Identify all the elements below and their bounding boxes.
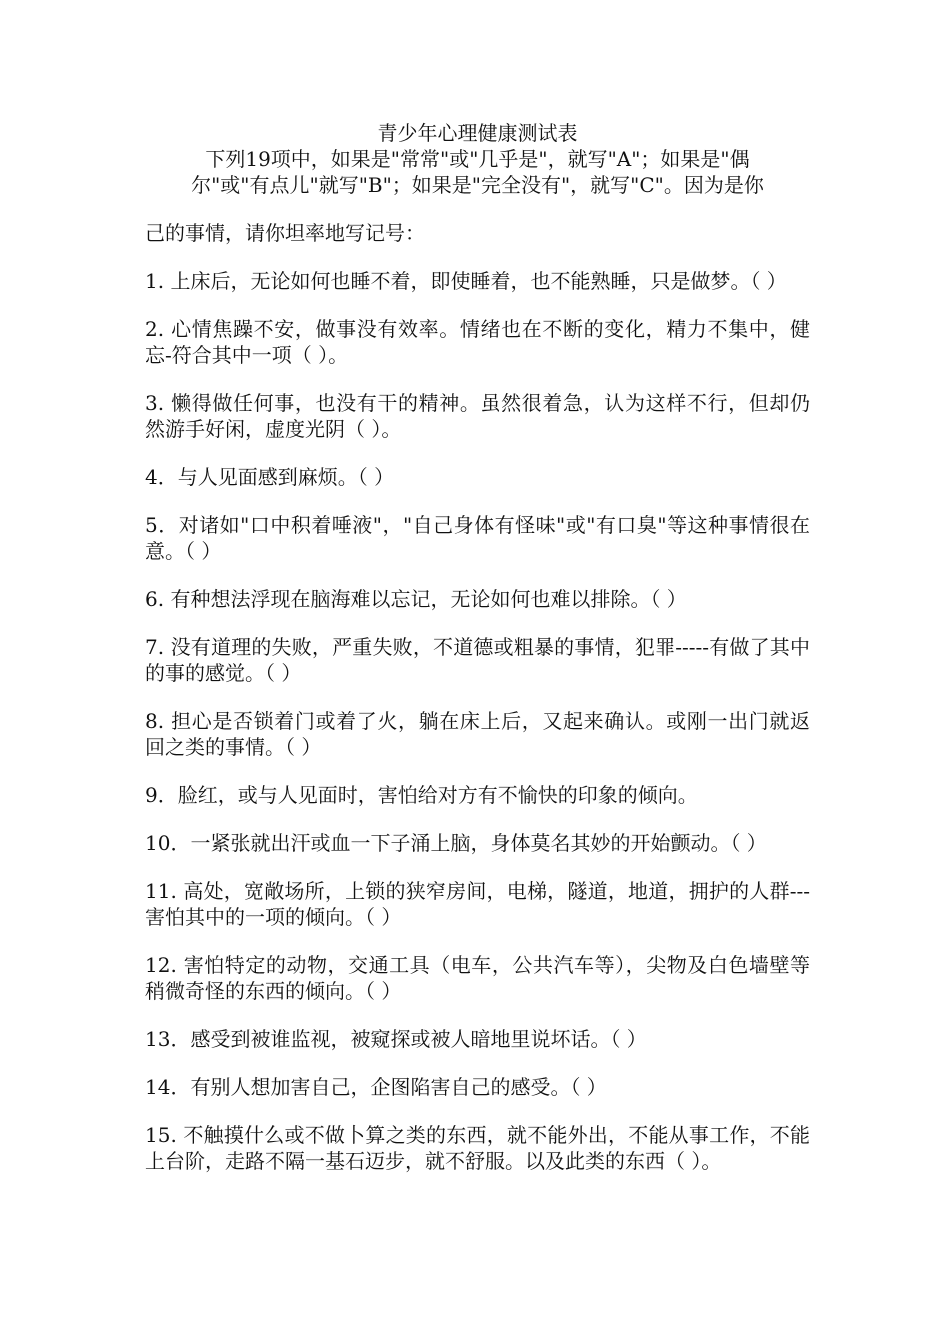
question-item-10: 10．一紧张就出汗或血一下子涌上脑，身体莫名其妙的开始颤动。（ ） (145, 831, 767, 855)
question-item-2: 2. 心情焦躁不安，做事没有效率。情绪也在不断的变化，精力不集中，健忘-符合其中一项（ ）。 (145, 317, 810, 367)
question-item-15: 15. 不触摸什么或不做卜算之类的东西，就不能外出，不能从事工作，不能上台阶，走路不隔一基石迈步，就不舒服。以及此类的东西（ ）。 (145, 1123, 810, 1173)
question-item-7: 7. 没有道理的失败，严重失败，不道德或粗暴的事情，犯罪-----有做了其中的事的感觉。（ ） (145, 635, 810, 685)
question-item-1: 1. 上床后，无论如何也睡不着，即使睡着，也不能熟睡，只是做梦。（ ） (145, 269, 787, 293)
intro-line-1: 下列19项中，如果是"常常"或"几乎是"，就写"A"；如果是"偶 (205, 147, 750, 171)
question-item-8: 8. 担心是否锁着门或着了火，躺在床上后，又起来确认。或刚一出门就返回之类的事情。（ ） (145, 709, 810, 759)
question-item-6: 6. 有种想法浮现在脑海难以忘记，无论如何也难以排除。（ ） (145, 587, 687, 611)
intro-line-2: 尔"或"有点儿"就写"B"；如果是"完全没有"，就写"C"。因为是你 (191, 173, 764, 197)
question-item-11: 11. 高处，宽敞场所，上锁的狭窄房间，电梯，隧道，地道，拥护的人群---害怕其中的一项的倾向。（ ） (145, 879, 810, 929)
intro-line-3: 己的事情，请你坦率地写记号： (145, 221, 425, 245)
question-item-13: 13．感受到被谁监视，被窥探或被人暗地里说坏话。（ ） (145, 1027, 647, 1051)
question-item-3: 3. 懒得做任何事，也没有干的精神。虽然很着急，认为这样不行，但却仍然游手好闲，虚度光阴（ ）。 (145, 391, 810, 441)
document-title: 青少年心理健康测试表 (377, 121, 578, 145)
document-page (145, 120, 810, 1174)
question-item-4: 4．与人见面感到麻烦。（ ） (145, 465, 395, 489)
question-item-14: 14．有别人想加害自己，企图陷害自己的感受。（ ） (145, 1075, 607, 1099)
question-item-9: 9．脸红，或与人见面时，害怕给对方有不愉快的印象的倾向。 (145, 783, 698, 807)
question-item-12: 12. 害怕特定的动物，交通工具（电车，公共汽车等），尖物及白色墙壁等稍微奇怪的东西的倾向。（ ） (145, 953, 810, 1003)
question-item-5: 5．对诸如"口中积着唾液"，"自己身体有怪味"或"有口臭"等这种事情很在意。（ ） (145, 513, 810, 563)
